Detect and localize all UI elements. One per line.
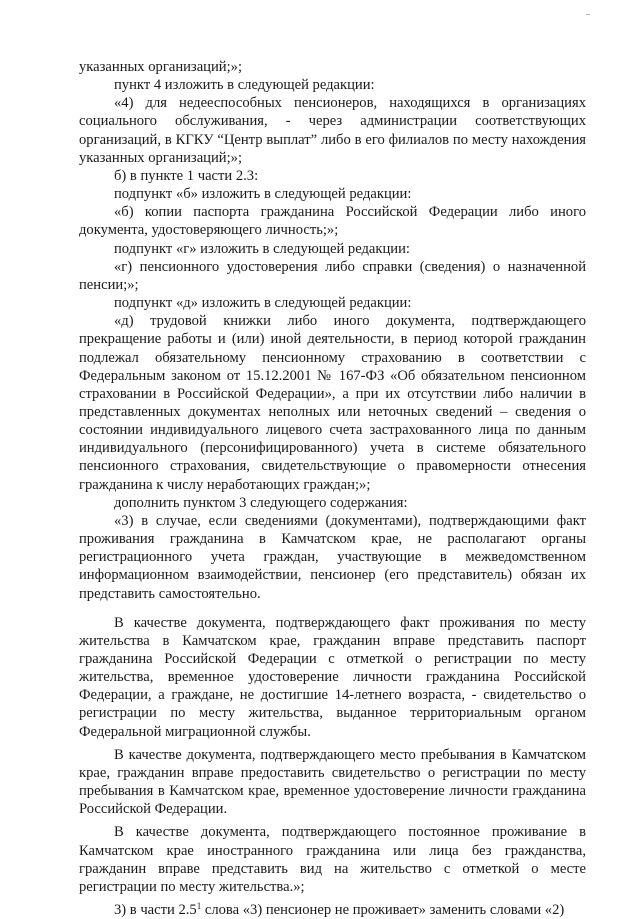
final-line-start: 3) в части 2.5 xyxy=(114,902,197,919)
paragraph: подпункт «б» изложить в следующей редакции: xyxy=(114,186,412,203)
paragraph: указанных организаций;»; xyxy=(79,59,243,75)
paragraph: В качестве документа, подтверждающего постоянное проживание в Камчатском крае иностранного гражданина или лица без гражданства, гражданин вправе представить вид на жительство с отметкой о месте регистрации по месту жительства.»; xyxy=(79,824,586,895)
paragraph: «б) копии паспорта гражданина Российской Федерации либо иного документа, удостоверяющего личность;»; xyxy=(79,204,586,239)
superscript-index: 1 xyxy=(196,901,202,912)
paragraph: В качестве документа, подтверждающего место пребывания в Камчатском крае, гражданин вправе предоставить свидетельство о регистрации по месту пребывания в Камчатском крае, временное удостоверение личности гражданина Российской Федерации. xyxy=(79,746,586,818)
paragraph: дополнить пунктом 3 следующего содержания: xyxy=(114,494,408,511)
paragraph: «д) трудовой книжки либо иного документа, подтверждающего прекращение работы и (или) иной деятельности, в период которой гражданин подлежал обязательному пенсионному страхованию в соответствии с Федеральным законом от 15.12.2001 № 167-ФЗ «Об обязательном пенсионном страховании в Российской Федерации», а при их отсутствии либо наличии в представленных документах неполных или неточных сведений – сведения о состоянии индивидуального лицевого счета застрахованного лица по данным индивидуального (персонифицированного) учета в системе обязательного пенсионного страхования, свидетельствующие о правомерности отнесения гражданина к числу неработающих граждан;»; xyxy=(79,313,586,493)
final-line xyxy=(79,901,586,919)
paragraph: «3) в случае, если сведениями (документами), подтверждающими факт проживания гражданина в Камчатском крае, не располагают органы регистрационного учета граждан, участвующие в межведомственном информационном взаимодействии, пенсионер (его представитель) обязан их представить самостоятельно. xyxy=(79,512,586,602)
paragraph: б) в пункте 1 части 2.3: xyxy=(114,167,259,184)
final-line-end: слова «3) пенсионер не проживает» заменить словами «2) xyxy=(201,902,565,919)
paragraph: «г) пенсионного удостоверения либо справки (сведения) о назначенной пенсии;»; xyxy=(79,258,586,293)
document-body xyxy=(79,58,586,919)
paragraph: В качестве документа, подтверждающего факт проживания по месту жительства в Камчатском крае, гражданин вправе представить паспорт гражданина Российской Федерации с отметкой о регистрации по месту жительства, временное удостоверение личности гражданина Российской Федерации, а граждане, не достигшие 14-летнего возраста, - свидетельство о регистрации по месту жительства, выданное территориальным органом Федеральной миграционной службы. xyxy=(79,614,586,740)
scan-mark xyxy=(586,14,590,15)
paragraph: подпункт «д» изложить в следующей редакции: xyxy=(114,295,412,312)
paragraph: «4) для недееспособных пенсионеров, находящихся в организациях социального обслуживания, - через администрации соответствующих организаций, в КГКУ “Центр выплат” либо в его филиалов по месту нахождения указанных организаций;»; xyxy=(79,95,586,166)
paragraph: пункт 4 изложить в следующей редакции: xyxy=(114,77,375,94)
paragraph: подпункт «г» изложить в следующей редакции: xyxy=(114,240,410,257)
